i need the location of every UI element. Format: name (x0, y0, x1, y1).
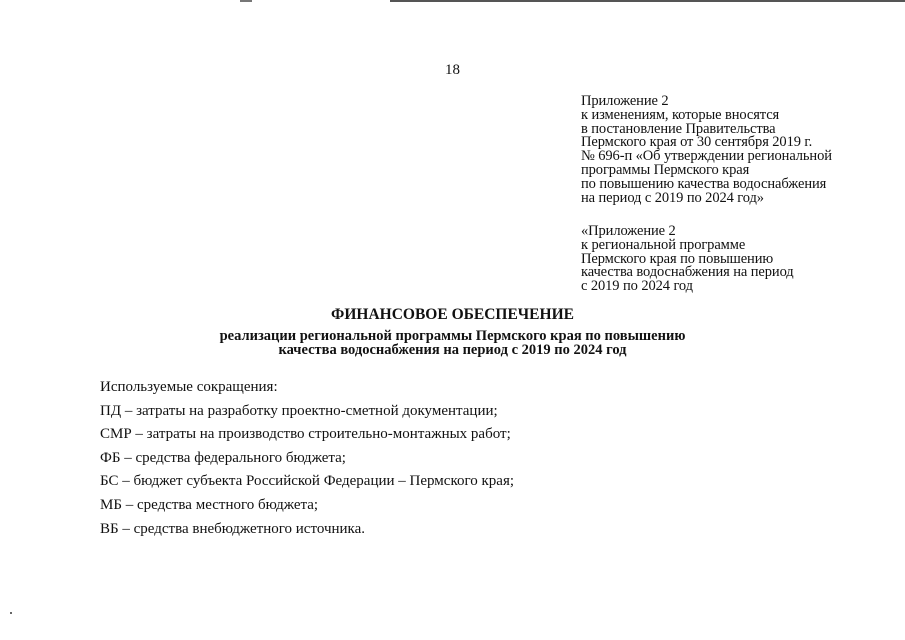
abbreviation-item: СМР – затраты на производство строительно-монтажных работ; (100, 426, 511, 443)
document-title: ФИНАНСОВОЕ ОБЕСПЕЧЕНИЕ (331, 306, 574, 323)
scan-speck (10, 612, 12, 614)
document-subtitle (0, 329, 905, 357)
appendix-line: № 696-п «Об утверждении региональной (581, 148, 832, 165)
appendix-line: «Приложение 2 (581, 223, 676, 239)
abbreviation-item: ПД – затраты на разработку проектно-сметной документации; (100, 402, 498, 419)
abbreviation-item: ВБ – средства внебюджетного источника. (100, 520, 366, 537)
appendix-line: Пермского края по повышению (581, 250, 774, 267)
page-number: 18 (445, 62, 460, 78)
abbreviation-item: МБ – средства местного бюджета; (100, 496, 319, 513)
appendix-note-amendments (581, 95, 832, 205)
abbreviations-list (100, 376, 514, 541)
subtitle-line: качества водоснабжения на период с 2019 по 2024 год (278, 342, 627, 358)
appendix-line: программы Пермского края (581, 161, 750, 178)
abbreviation-item: ФБ – средства федерального бюджета; (100, 449, 346, 466)
top-edge-line (390, 0, 905, 2)
abbreviations-heading: Используемые сокращения: (100, 379, 278, 395)
subtitle-line: реализации региональной программы Пермского края по повышению (219, 328, 686, 344)
appendix-line: Пермского края от 30 сентября 2019 г. (581, 134, 813, 151)
appendix-line: к региональной программе (581, 236, 746, 253)
appendix-line: в постановление Правительства (581, 120, 776, 137)
abbreviation-item: БС – бюджет субъекта Российской Федерации – Пермского края; (100, 473, 515, 490)
appendix-line: Приложение 2 (581, 93, 669, 109)
appendix-line: к изменениям, которые вносятся (581, 106, 780, 123)
appendix-line: с 2019 по 2024 год (581, 278, 693, 295)
appendix-line: качества водоснабжения на период (581, 264, 794, 281)
appendix-note-program (581, 225, 794, 294)
top-edge-mark (240, 0, 252, 2)
appendix-line: на период с 2019 по 2024 год» (581, 189, 764, 206)
appendix-line: по повышению качества водоснабжения (581, 175, 827, 192)
